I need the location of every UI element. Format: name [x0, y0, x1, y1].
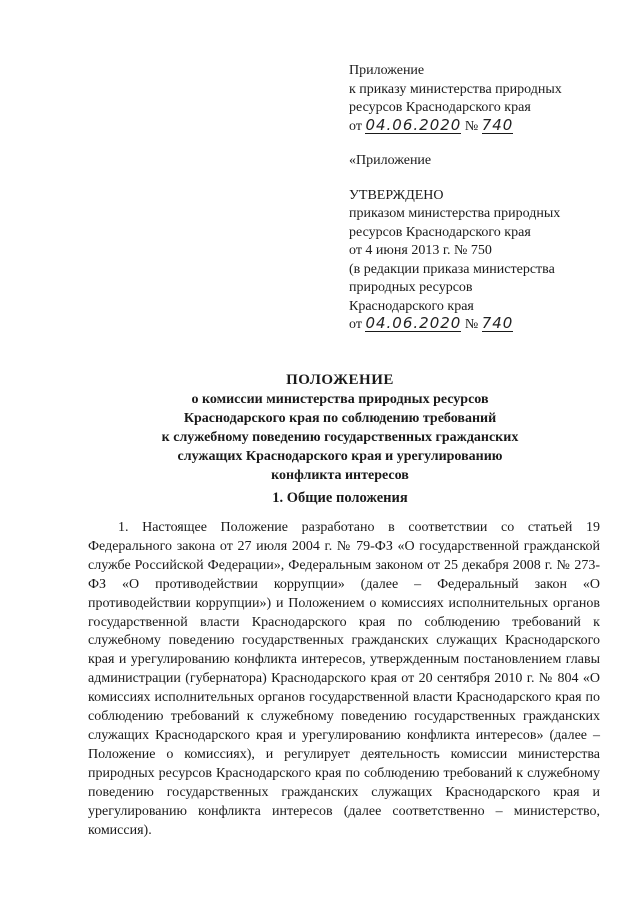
order2-number-handwritten: 740 [481, 314, 514, 332]
approved-line-1: приказом министерства природных [349, 206, 561, 221]
order2-date-handwritten: 04.06.2020 [365, 314, 462, 332]
title-line-2: Краснодарского края по соблюдению требований [183, 411, 497, 426]
title-line-3: к служебному поведению государственных гражданских [161, 430, 519, 445]
appendix-line-2: к приказу министерства природных [349, 81, 562, 97]
order2-prefix: от [349, 317, 362, 332]
title-line-5: конфликта интересов [271, 468, 409, 483]
title-line-4: служащих Краснодарского края и урегулированию [177, 449, 503, 464]
order-prefix: от [349, 118, 362, 134]
section-heading: 1. Общие положения [272, 490, 408, 506]
order2-number-sign: № [464, 317, 479, 332]
order-date-handwritten: 04.06.2020 [365, 115, 462, 134]
order-number-sign: № [464, 118, 479, 134]
order2-line [349, 316, 609, 335]
appendix-line-1: Приложение [349, 63, 425, 78]
appendix-line-3: ресурсов Краснодарского края [349, 100, 531, 115]
approved-line-6: Краснодарского края [349, 298, 474, 314]
body-text [88, 519, 600, 840]
document-title [80, 371, 600, 485]
approval-block [349, 62, 609, 335]
title-main: ПОЛОЖЕНИЕ [286, 372, 394, 388]
quote-appendix: «Приложение [349, 153, 432, 168]
order-line [349, 115, 609, 137]
paragraph-1: 1. Настоящее Положение разработано в соответствии со статьей 19 Федерального закона от 27 июля 2004 г. № 79-ФЗ «О государственной гражданской службе Российской Федерации», Федеральным законом от 25 декабря 2008 г. № 273-ФЗ «О противодействии коррупции» (далее – Федеральный закон «О противодействии коррупции») и Положением о комиссиях исполнительных органов государственной власти Краснодарского края по соблюдению требований к служебному поведению государственных гражданских служащих Краснодарского края и урегулированию конфликта интересов, утвержденным постановлением главы администрации (губернатора) Краснодарского края от 20 сентября 2010 г. № 804 «О комиссиях исполнительных органов государственной власти Краснодарского края по соблюдению требований к служебному поведению государственных гражданских служащих Краснодарского края и урегулированию конфликта интересов» (далее – Положение о комиссиях), и регулирует деятельность комиссии министерства природных ресурсов Краснодарского края по соблюдению требований к служебному поведению государственных гражданских служащих Краснодарского края и урегулированию конфликта интересов (далее соответственно – министерство, комиссия). [88, 520, 600, 838]
approved-line-2: ресурсов Краснодарского края [349, 224, 531, 240]
order-number-handwritten: 740 [481, 115, 514, 134]
approved-line-4: (в редакции приказа министерства [349, 261, 555, 277]
approved-line-5: природных ресурсов [349, 280, 473, 295]
approved-line-3: от 4 июня 2013 г. № 750 [349, 243, 492, 258]
approved-label: УТВЕРЖДЕНО [349, 187, 444, 203]
title-line-1: о комиссии министерства природных ресурсов [191, 392, 489, 407]
